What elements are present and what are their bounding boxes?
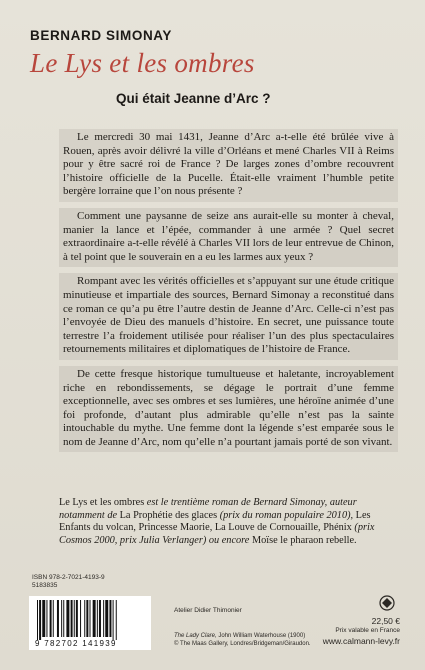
barcode-bar xyxy=(63,600,64,637)
barcode-bar xyxy=(42,600,45,637)
barcode-bar xyxy=(66,600,69,637)
barcode-bar xyxy=(71,600,73,637)
painting-copyright: © The Maas Gallery, Londres/Bridgeman/Giraudon. xyxy=(174,641,311,647)
barcode-bar xyxy=(53,600,54,637)
design-credit: Atelier Didier Thimonier xyxy=(174,607,242,614)
painting-artist: John William Waterhouse (1900) xyxy=(218,633,306,639)
blurb-paragraph: Le mercredi 30 mai 1431, Jeanne d’Arc a-t-elle été brûlée vive à Rouen, après avoir délivré la ville d’Orléans et mené Charles VII à Reims pour y être sacré roi de France ? De larges zones d’ombre recouvrent l’histoire officielle de la Pucelle. Était-elle vraiment l’humble petite bergère lorraine que l’on nous présente ? xyxy=(59,129,398,202)
note-book-titles: Les Enfants du volcan, Princesse Maorie, La Louve de Cornouaille, Phénix xyxy=(59,509,371,534)
book-title: Le Lys et les ombres xyxy=(30,48,255,78)
note-text: (prix Cosmos 2000, prix Julia Verlanger) ou encore xyxy=(59,522,375,546)
publisher-logo-icon xyxy=(375,594,399,612)
barcode-bar xyxy=(113,600,114,640)
note-book-title: Moïse le pharaon rebelle. xyxy=(251,534,357,546)
price-validity: Prix valable en France xyxy=(335,627,400,634)
blurb-paragraph: Rompant avec les vérités officielles et s’appuyant sur une étude critique minutieuse et impartiale des sources, Bernard Simonay a reconstitué dans ce roman ce qu’a pu être l’autre destin de Jeanne d’Arc. Celle-ci n’est pas l’envoyée de Dieu des manuels d’histoire. En secret, une puissance toute terrestre l’a froidement utilisée pour réaliser l’un des plus spectaculaires retournements militaires et diplomatiques de l’histoire de France. xyxy=(59,273,398,360)
barcode-bar xyxy=(46,600,47,637)
book-subtitle: Qui était Jeanne d’Arc ? xyxy=(116,91,271,106)
barcode xyxy=(29,596,151,650)
barcode-bar xyxy=(50,600,52,637)
price-amount: 22,50 € xyxy=(371,616,400,626)
barcode-bar xyxy=(61,600,62,637)
barcode-digits: 9 782702 141939 xyxy=(35,639,117,648)
barcode-bar xyxy=(39,600,41,640)
barcode-bar xyxy=(116,600,117,640)
barcode-bars xyxy=(29,596,151,640)
barcode-bar xyxy=(76,600,78,637)
barcode-bar xyxy=(93,600,96,637)
publisher-website: www.calmann-levy.fr xyxy=(322,636,400,646)
barcode-bar xyxy=(74,600,75,637)
product-code: 5183835 xyxy=(32,582,58,589)
barcode-bar xyxy=(103,600,104,637)
barcode-bar xyxy=(37,600,38,640)
blurb-paragraph: De cette fresque historique tumultueuse et haletante, incroyablement riche en rebondissements, se dégage le portrait d’une femme exceptionnelle, avec ses ombres et ses lumières, une héroïne animée d’une foi profonde, d’autant plus admirable qu’elle n’est pas la sainte intouchable du mythe. Une femme dont la légende s’est emparée sous le nom de Jeanne d’Arc, nom qu’elle n’a pourtant jamais porté de son vivant. xyxy=(59,366,398,453)
isbn-number: ISBN 978-2-7021-4193-9 xyxy=(32,574,105,581)
barcode-bar xyxy=(86,600,88,637)
painting-title: The Lady Clare, xyxy=(174,633,217,639)
note-book-title: Le Lys et les ombres xyxy=(59,497,145,508)
price-block xyxy=(323,616,400,646)
note-text: est le trentième roman de Bernard Simonay, auteur notamment de xyxy=(59,497,357,521)
author-name: BERNARD SIMONAY xyxy=(30,28,173,43)
note-text: (prix du roman populaire 2010), xyxy=(219,509,354,521)
barcode-bar xyxy=(90,600,91,637)
barcode-bar xyxy=(80,600,81,637)
barcode-bar xyxy=(84,600,85,637)
barcode-bar xyxy=(97,600,98,637)
barcode-bar xyxy=(99,600,101,637)
blurb-paragraph: Comment une paysanne de seize ans aurait-elle su monter à cheval, manier la lance et l’épée, commander à une armée ? Quel secret extraordinaire a-t-elle révélé à Charles VII lors de leur entrevue de Chinon, à tel point que le souverain en a eu les larmes aux yeux ? xyxy=(59,208,398,267)
blurb xyxy=(59,129,398,458)
isbn-block xyxy=(32,574,105,590)
barcode-bar xyxy=(105,600,108,637)
barcode-bar xyxy=(109,600,111,637)
barcode-bar xyxy=(57,600,59,637)
note-book-title: La Prophétie des glaces xyxy=(119,509,218,521)
author-note xyxy=(59,497,398,547)
